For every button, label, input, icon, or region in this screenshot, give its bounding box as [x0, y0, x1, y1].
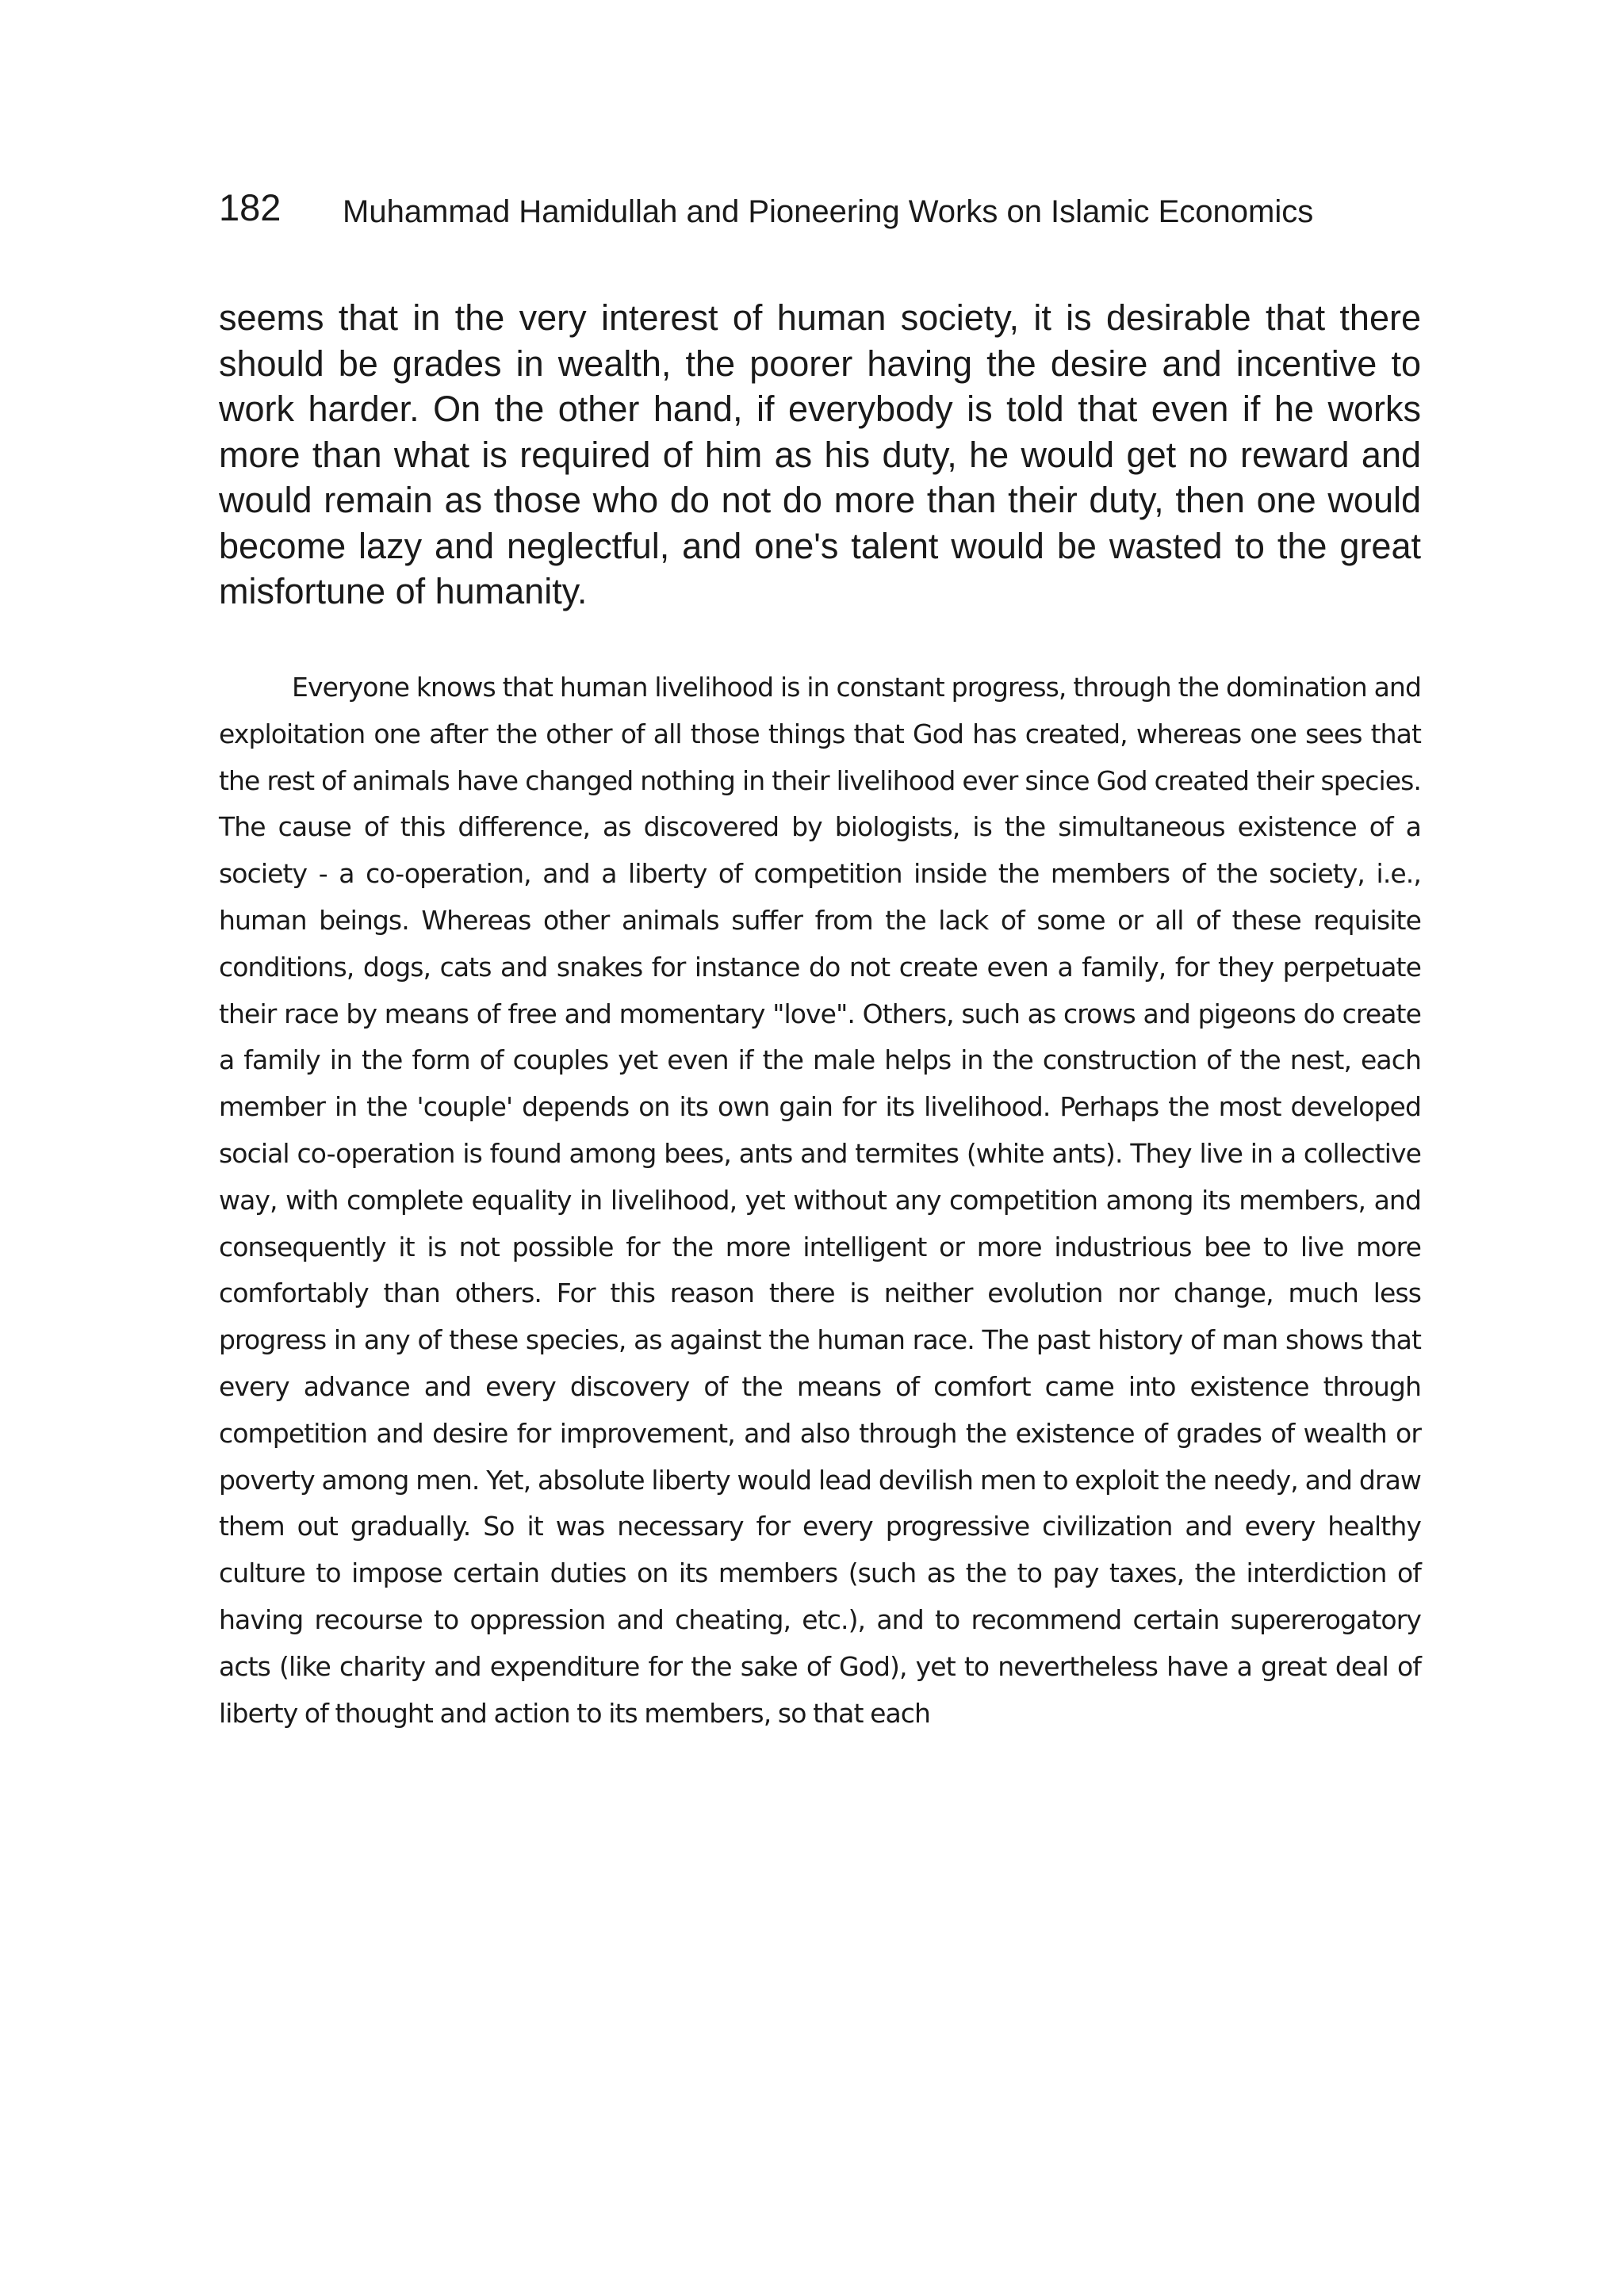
running-title: Muhammad Hamidullah and Pioneering Works on Islamic Economics: [343, 194, 1314, 229]
continued-paragraph: seems that in the very interest of human society, it is desirable that there should be grades in wealth, the poorer having the desire and incentive to work harder. On the other hand, if everybody is told that even if he works more than what is required of him as his duty, he would get no reward and would remain as those who do not do more than their duty, then one would become lazy and neglectful, and one's talent would be wasted to the great misfortune of humanity.: [219, 297, 1421, 611]
page-number: 182: [219, 186, 282, 228]
running-header: [219, 184, 1424, 239]
body-paragraph: Everyone knows that human livelihood is in constant progress, through the domination and exploitation one after the other of all those things that God has created, whereas one sees that the rest of animals have changed nothing in their livelihood ever since God created their species. The cause of this difference, as discovered by biologists, is the simultaneous existence of a society - a co-operation, and a liberty of competition inside the members of the society, i.e., human beings. Whereas other animals suffer from the lack of some or all of these requisite conditions, dogs, cats and snakes for instance do not create even a family, for they perpetuate their race by means of free and momentary "love". Others, such as crows and pigeons do create a family in the form of couples yet even if the male helps in the construction of the nest, each member in the 'couple' depends on its own gain for its livelihood. Perhaps the most developed social co-operation is found among bees, ants and termites (white ants). They live in a collective way, with complete equality in livelihood, yet without any competition among its members, and consequently it is not possible for the more intelligent or more industrious bee to live more comfortably than others. For this reason there is neither evolution nor change, much less progress in any of these species, as against the human race. The past history of man shows that every advance and every discovery of the means of comfort came into existence through competition and desire for improvement, and also through the existence of grades of wealth or poverty among men. Yet, absolute liberty would lead devilish men to exploit the needy, and draw them out gradually. So it was necessary for every progressive civilization and every healthy culture to impose certain duties on its members (such as the to pay taxes, the interdiction of having recourse to oppression and cheating, etc.), and to recommend certain supererogatory acts (like charity and expenditure for the sake of God), yet to nevertheless have a great deal of liberty of thought and action to its members, so that each: [219, 672, 1421, 1729]
